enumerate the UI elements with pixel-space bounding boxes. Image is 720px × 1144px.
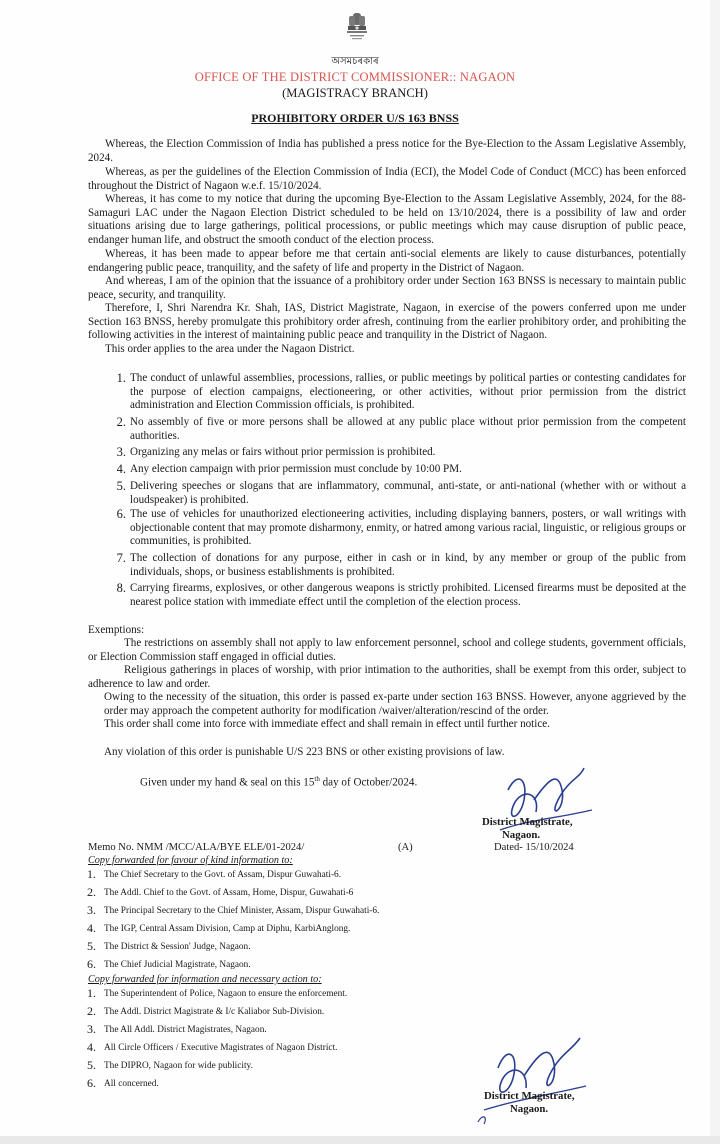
memo-marker: (A) — [398, 842, 413, 853]
exemptions-paragraph: The restrictions on assembly shall not apply to law enforcement personnel, school and college students, government officials, or Election Commission staff engaged in official duties. — [88, 637, 686, 663]
preamble-paragraph: And whereas, I am of the opinion that the issuance of a prohibitory order under Section 163 BNSS is necessary to maintain public peace, security, and tranquility. — [88, 275, 686, 301]
exemptions-heading: Exemptions: — [88, 624, 145, 636]
prohibition-text: Carrying firearms, explosives, or other dangerous weapons is strictly prohibited. Licensed firearms must be deposited at the nearest police station with immediate effect until the completion of the election process. — [130, 582, 686, 608]
preamble-paragraph: Whereas, it has come to my notice that during the upcoming Bye-Election to the Assam Legislative Assembly, 2024, for the 88-Samaguri LAC under the Nagaon Election District scheduled to be held on 13/10/2024, there is a possibility of law and order situations arising due to large gatherings, political processions, or public meetings which may cause disruption of public peace, endanger human life, and obstruct the smooth conduct of the election process. — [88, 193, 686, 246]
copy-favour-item: The Chief Secretary to the Govt. of Assam, Dispur Guwahati-6. — [104, 870, 342, 880]
prohibition-number: 3. — [116, 445, 126, 459]
preamble-paragraph: This order applies to the area under the Nagaon District. — [105, 343, 355, 355]
copy-favour-number: 1. — [87, 867, 96, 881]
copy-action-item: All concerned. — [104, 1079, 159, 1089]
prohibition-number: 1. — [116, 371, 126, 385]
bottom-strip — [0, 1136, 720, 1144]
copy-action-number: 5. — [87, 1058, 96, 1072]
prohibition-number: 6. — [116, 507, 126, 521]
copy-favour-item: The IGP, Central Assam Division, Camp at Diphu, KarbiAnglong. — [104, 924, 351, 934]
prohibition-number: 2. — [116, 415, 126, 429]
copy-favour-item: The Principal Secretary to the Chief Minister, Assam, Dispur Guwahati-6. — [104, 906, 380, 916]
prohibition-text: The collection of donations for any purpose, either in cash or in kind, by any member or group of the public from individuals, shops, or business establishments is prohibited. — [130, 552, 686, 578]
signature-place-2: Nagaon. — [510, 1103, 549, 1115]
preamble-paragraph: Whereas, it has been made to appear before me that certain anti-social elements are likely to cause disturbances, potentially endangering public peace, tranquility, and the safety of life and property in the District of Nagaon. — [88, 248, 686, 274]
copy-action-number: 3. — [87, 1022, 96, 1036]
signature-place-1: Nagaon. — [502, 829, 541, 841]
copy-action-number: 6. — [87, 1076, 96, 1090]
exemptions-paragraph: Religious gatherings in places of worship, with prior intimation to the authorities, shall be exempt from this order, subject to adherence to law and order. — [88, 664, 686, 690]
violation-note: Any violation of this order is punishable U/S 223 BNS or other existing provisions of law. — [104, 746, 505, 758]
memo-number: Memo No. NMM /MCC/ALA/BYE ELE/01-2024/ — [88, 842, 305, 853]
signature-title-2: District Magistrate, — [484, 1090, 575, 1102]
copy-action-number: 2. — [87, 1004, 96, 1018]
prohibition-number: 8. — [116, 581, 126, 595]
copy-action-item: The Superintendent of Police, Nagaon to ensure the enforcement. — [104, 989, 348, 999]
order-title: PROHIBITORY ORDER U/S 163 BNSS — [251, 111, 459, 125]
prohibition-text: No assembly of five or more persons shall be allowed at any public place without prior permission from the competent authorities. — [130, 416, 686, 442]
copy-favour-number: 3. — [87, 903, 96, 917]
office-heading: OFFICE OF THE DISTRICT COMMISSIONER:: NAGAON — [194, 70, 516, 84]
copy-action-heading: Copy forwarded for information and necessary action to: — [88, 974, 322, 985]
copy-action-item: The All Addl. District Magistrates, Nagaon. — [104, 1025, 267, 1035]
copy-favour-item: The District & Session' Judge, Nagaon. — [104, 942, 251, 952]
copy-action-item: The Addl. District Magistrate & I/c Kaliabor Sub-Division. — [104, 1007, 325, 1017]
memo-date: Dated- 15/10/2024 — [494, 842, 574, 853]
copy-action-item: All Circle Officers / Executive Magistrates of Nagaon District. — [104, 1043, 338, 1053]
copy-favour-number: 4. — [87, 921, 96, 935]
preamble-paragraph: Therefore, I, Shri Narendra Kr. Shah, IAS, District Magistrate, Nagaon, in exercise of the powers conferred upon me under Section 163 BNSS, hereby promulgate this prohibitory order afresh, continuing from the earlier prohibitory order, and prohibiting the following activities in the interest of maintaining public peace and tranquility in the District of Nagaon. — [88, 302, 686, 342]
copy-favour-number: 6. — [87, 957, 96, 971]
copy-favour-number: 2. — [87, 885, 96, 899]
copy-favour-number: 5. — [87, 939, 96, 953]
state-emblem-icon — [344, 10, 370, 46]
prohibition-text: Any election campaign with prior permission must conclude by 10:00 PM. — [130, 463, 462, 475]
exemptions-paragraph: This order shall come into force with immediate effect and shall remain in effect until further notice. — [104, 718, 550, 730]
branch-heading: (MAGISTRACY BRANCH) — [282, 86, 428, 100]
prohibition-text: Delivering speeches or slogans that are inflammatory, communal, anti-state, or anti-national (whether with or without a loudspeaker) is prohibited. — [130, 480, 686, 506]
prohibition-text: The conduct of unlawful assemblies, processions, rallies, or public meetings by political parties or contesting candidates for the purpose of election campaigns, electioneering, or other activities, without prior permission from the district administration and Election Commission officials, is prohibited. — [130, 372, 686, 412]
copy-action-number: 4. — [87, 1040, 96, 1054]
given-under-line: Given under my hand & seal on this 15th day of October/2024. — [140, 775, 418, 789]
prohibition-text: Organizing any melas or fairs without prior permission is prohibited. — [130, 446, 436, 458]
copy-favour-heading: Copy forwarded for favour of kind information to: — [88, 855, 293, 866]
prohibition-number: 7. — [116, 551, 126, 565]
assamese-government-line: অসমচৰকাৰ — [331, 56, 379, 67]
exemptions-paragraph: Owing to the necessity of the situation, this order is passed ex-parte under section 163 BNSS. However, anyone aggrieved by the order may approach the competent authority for modification /waiver/alteration/rescind of the order. — [104, 691, 686, 717]
copy-favour-item: The Addl. Chief to the Govt. of Assam, Home, Dispur, Guwahati-6 — [104, 888, 354, 898]
copy-favour-item: The Chief Judicial Magistrate, Nagaon. — [104, 960, 251, 970]
copy-action-number: 1. — [87, 986, 96, 1000]
signature-title-1: District Magistrate, — [482, 816, 573, 828]
preamble-paragraph: Whereas, as per the guidelines of the Election Commission of India (ECI), the Model Code of Conduct (MCC) has been enforced throughout the District of Nagaon w.e.f. 15/10/2024. — [88, 166, 686, 192]
preamble-paragraph: Whereas, the Election Commission of India has published a press notice for the Bye-Election to the Assam Legislative Assembly, 2024. — [88, 138, 686, 164]
prohibition-text: The use of vehicles for unauthorized electioneering activities, including displaying banners, posters, or wall writings with objectionable content that may promote disharmony, enmity, or hatred among various racial, linguistic, or religious groups or communities, is prohibited. — [130, 508, 686, 548]
prohibition-number: 4. — [116, 462, 126, 476]
prohibition-number: 5. — [116, 479, 126, 493]
copy-action-item: The DIPRO, Nagaon for wide publicity. — [104, 1061, 253, 1071]
